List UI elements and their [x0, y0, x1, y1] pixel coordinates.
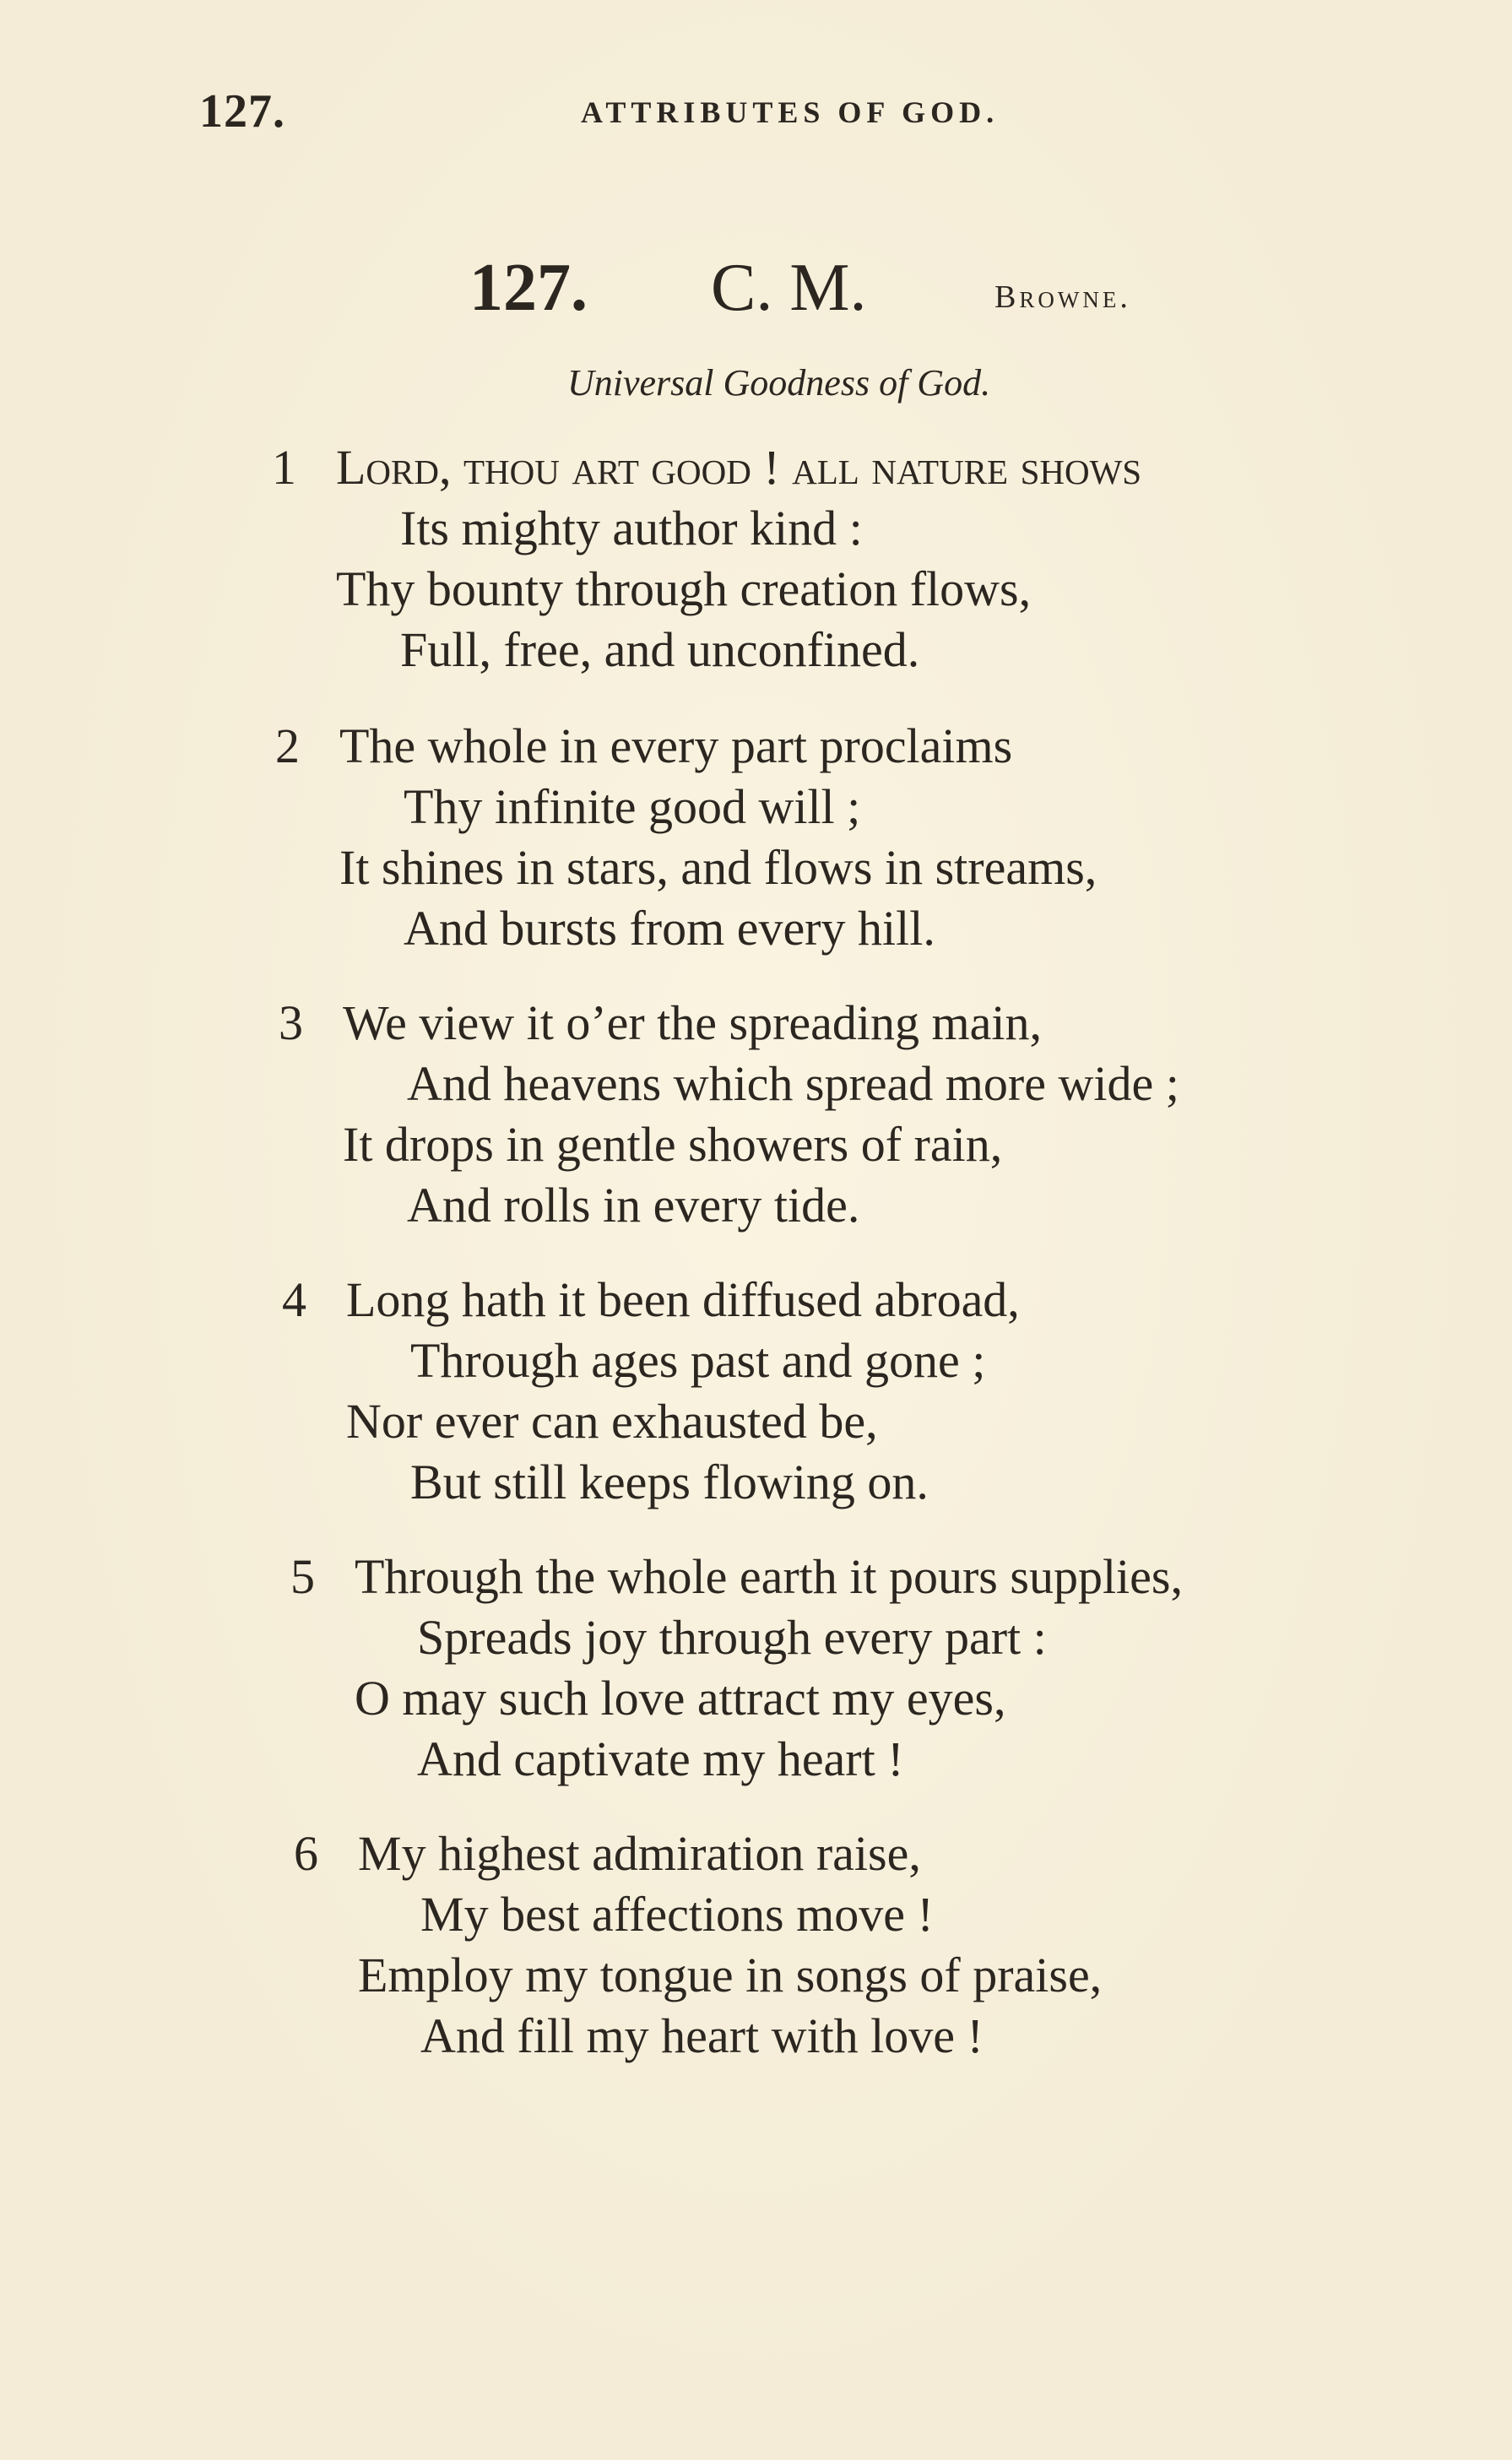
verse-line — [336, 439, 1141, 496]
verse-line: And captivate my heart ! — [417, 1731, 904, 1786]
verse-line: Full, free, and unconfined. — [400, 622, 920, 677]
stanza-number: 5 — [290, 1549, 315, 1604]
verse-line: It shines in stars, and flows in streams, — [339, 840, 1097, 895]
verse-line: Long hath it been diffused abroad, — [346, 1272, 1020, 1327]
verse-line: Spreads joy through every part : — [417, 1610, 1047, 1665]
verse-line: O may such love attract my eyes, — [355, 1671, 1006, 1726]
hymn-number: 127. — [469, 251, 588, 325]
verse-line: Through the whole earth it pours supplies, — [355, 1549, 1183, 1604]
verse-line: And heavens which spread more wide ; — [407, 1056, 1179, 1111]
running-title: ATTRIBUTES OF GOD. — [581, 95, 1000, 129]
verse-line: Employ my tongue in songs of praise, — [358, 1948, 1103, 2002]
verse-line: And bursts from every hill. — [404, 901, 935, 956]
stanza-number: 4 — [282, 1272, 306, 1327]
verse-line: We view it o’er the spreading main, — [343, 995, 1043, 1050]
verse-line: Nor ever can exhausted be, — [346, 1394, 878, 1449]
verse-line-text: Lord, thou art good ! all nature shows — [336, 440, 1142, 495]
verse-line: My best affections move ! — [420, 1887, 934, 1942]
stanza-number: 3 — [279, 995, 303, 1050]
verse-line: My highest admiration raise, — [358, 1826, 921, 1881]
hymn-meter: C. M. — [711, 251, 867, 325]
verse-line: But still keeps flowing on. — [410, 1455, 929, 1509]
verse-line: Its mighty author kind : — [400, 501, 863, 555]
verse-line: And fill my heart with love ! — [420, 2008, 984, 2063]
verse-line: Through ages past and gone ; — [410, 1333, 986, 1388]
verse-line: And rolls in every tide. — [407, 1178, 860, 1233]
verse-line: Thy bounty through creation flows, — [336, 561, 1032, 616]
hymn-subtitle: Universal Goodness of God. — [567, 362, 991, 404]
stanza-number: 6 — [294, 1826, 318, 1881]
stanza-number: 2 — [275, 718, 300, 773]
verse-line: Thy infinite good will ; — [404, 779, 861, 834]
stanza-number: 1 — [272, 440, 296, 495]
hymn-author: Browne. — [994, 279, 1131, 315]
page-number: 127. — [199, 85, 285, 138]
hymn-header — [0, 250, 1512, 334]
verse-line: It drops in gentle showers of rain, — [343, 1117, 1003, 1172]
verse-line: The whole in every part proclaims — [339, 718, 1013, 773]
running-head — [0, 84, 1512, 138]
